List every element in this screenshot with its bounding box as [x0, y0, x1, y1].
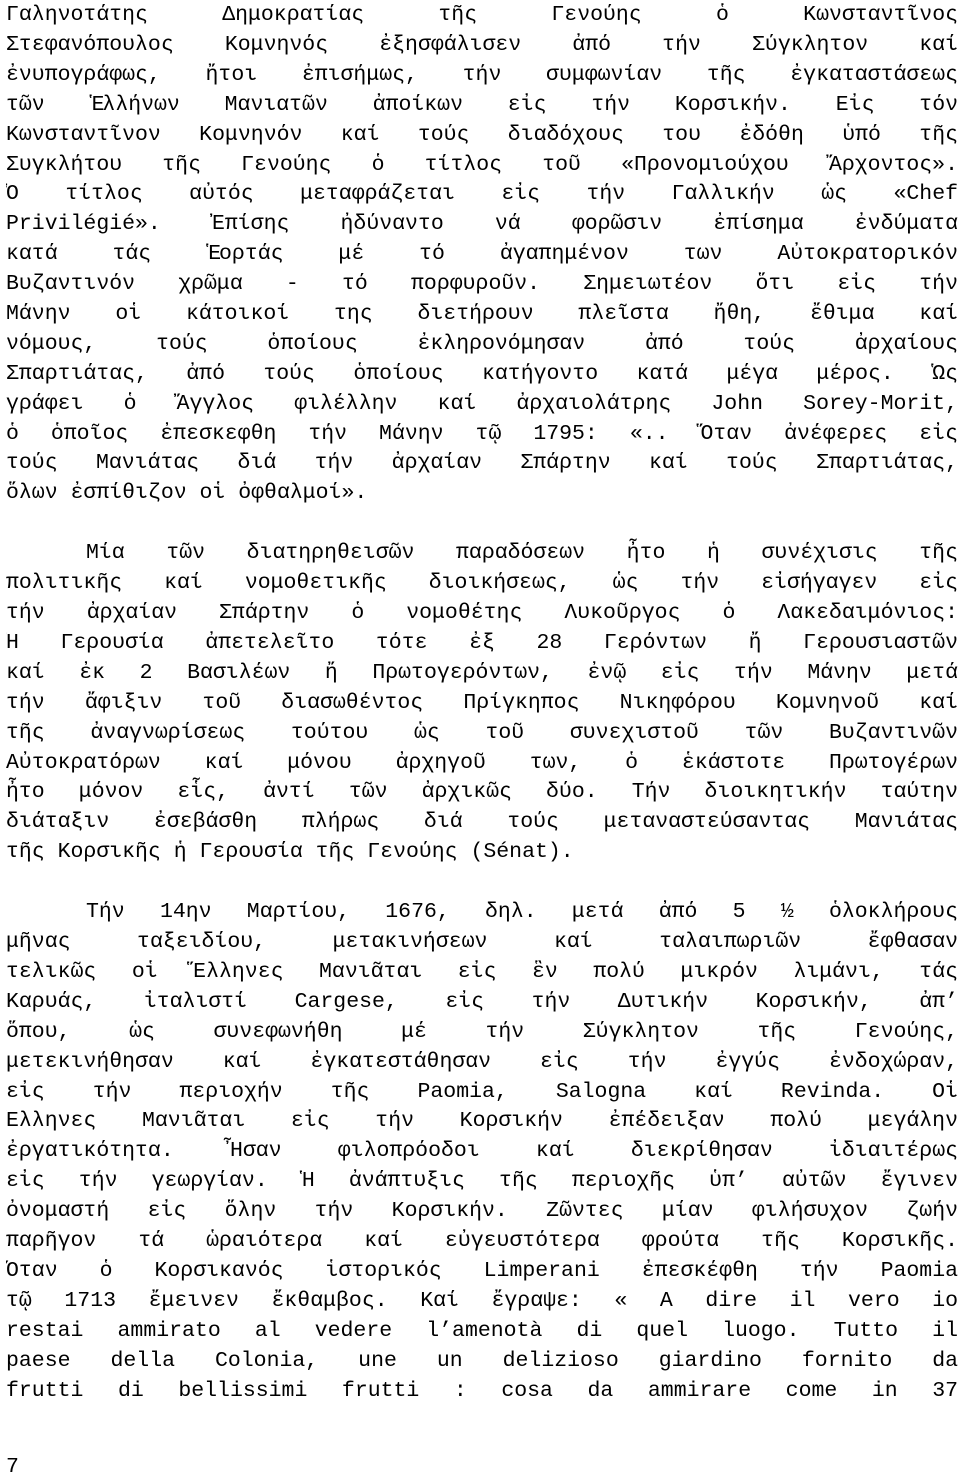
text-line: ὅπου, ὡς συνεφωνήθη μέ τήν Σύγκλητον τῆς Γενούης,	[6, 1020, 958, 1044]
text-line: Καρυάς, ἰταλιστί Cargese, εἰς τήν Δυτικήν Κορσικήν, ἀπ’	[6, 990, 958, 1014]
text-line: Privilégié». Ἐπίσης ἠδύναντο νά φορῶσιν ἐπίσημα ἐνδύματα	[6, 212, 958, 236]
text-line: μετεκινήθησαν καί ἐγκατεστάθησαν εἰς τήν ἐγγύς ἐνδοχώραν,	[6, 1050, 958, 1074]
text-line: γράφει ὁ Ἄγγλος φιλέλλην καί ἀρχαιολάτρης John Sorey-Morit,	[6, 392, 958, 416]
text-line: εἰς τήν γεωργίαν. Ἡ ἀνάπτυξις τῆς περιοχῆς ὑπ’ αὐτῶν ἔγινεν	[6, 1169, 958, 1193]
text-line: ὀνομαστή εἰς ὅλην τήν Κορσικήν. Ζῶντες μίαν φιλήσυχον ζωήν	[6, 1199, 958, 1223]
text-line: frutti di bellissimi frutti : cosa da ammirare come in 37	[6, 1379, 958, 1403]
text-line: μῆνας ταξειδίου, μετακινήσεων καί ταλαιπωριῶν ἔφθασαν	[6, 930, 958, 954]
text-line: Βυζαντινόν χρῶμα - τό πορφυροῦν. Σημειωτέον ὅτι εἰς τήν	[6, 272, 958, 296]
text-line: τελικῶς οἱ Ἕλληνες Μανιᾶται εἰς ἓν πολύ μικρόν λιμάνι, τάς	[6, 960, 958, 984]
text-line: Γαληνοτάτης Δημοκρατίας τῆς Γενούης ὁ Κωνσταντῖνος	[6, 3, 958, 27]
text-line: Ἕλληνες Μανιᾶται εἰς τήν Κορσικήν ἐπέδειξαν πολύ μεγάλην	[6, 1109, 958, 1133]
text-line: Τήν 14ην Μαρτίου, 1676, δηλ. μετά ἀπό 5 ½ ὁλοκλήρους	[86, 900, 958, 924]
text-line: πολιτικῆς καί νομοθετικῆς διοικήσεως, ὡς τήν εἰσήγαγεν εἰς	[6, 571, 958, 595]
text-line: ἐργατικότητα. Ἦσαν φιλοπρόοδοι καί διεκρίθησαν ἰδιαιτέρως	[6, 1139, 958, 1163]
text-line: ἐνυπογράφως, ἤτοι ἐπισήμως, τήν συμφωνίαν τῆς ἐγκαταστάσεως	[6, 63, 958, 87]
text-line: νόμους, τούς ὁποίους ἐκληρονόμησαν ἀπό τούς ἀρχαίους	[6, 332, 958, 356]
text-line: ἦτο μόνον εἷς, ἀντί τῶν ἀρχικῶς δύο. Τήν διοικητικήν ταύτην	[6, 780, 958, 804]
text-line: τούς Μανιάτας διά τήν ἀρχαίαν Σπάρτην καί τούς Σπαρτιάτας,	[6, 451, 958, 475]
text-line: ὁ ὁποῖος ἐπεσκεφθη τήν Μάνην τῷ 1795: «.. Ὅταν ἀνέφερες εἰς	[6, 422, 958, 446]
text-line: διάταξιν ἐσεβάσθη πλήρως διά τούς μεταναστεύσαντας Μανιάτας	[6, 810, 958, 834]
text-line: τῷ 1713 ἔμεινεν ἔκθαμβος. Καί ἔγραψε: « A dire il vero io	[6, 1289, 958, 1313]
text-line: Συγκλήτου τῆς Γενούης ὁ τίτλος τοῦ «Προνομιούχου Ἄρχοντος».	[6, 153, 958, 177]
text-line: Αὐτοκρατόρων καί μόνου ἀρχηγοῦ των, ὁ ἑκάστοτε Πρωτογέρων	[6, 751, 958, 775]
text-line: restai ammirato al vedere l’amenotà di quel luogo. Tutto il	[6, 1319, 958, 1343]
text-line: Ὅταν ὁ Κορσικανός ἱστορικός Limperani ἐπεσκέφθη τήν Paomia	[6, 1259, 958, 1283]
text-line: τῆς Κορσικῆς ἡ Γερουσία τῆς Γενούης (Sénat).	[6, 840, 574, 864]
text-line: παρῆγον τά ὡραιότερα καί εὐγευστότερα φρούτα τῆς Κορσικῆς.	[6, 1229, 958, 1253]
text-line: Ὁ τίτλος αὐτός μεταφράζεται εἰς τήν Γαλλικήν ὡς «Chef	[6, 182, 958, 206]
text-line: καί ἐκ 2 Βασιλέων ἤ Πρωτογερόντων, ἐνῷ εἰς τήν Μάνην μετά	[6, 661, 958, 685]
text-line: Κωνσταντῖνον Κομνηνόν καί τούς διαδόχους του ἐδόθη ὑπό τῆς	[6, 123, 958, 147]
text-line: Στεφανόπουλος Κομνηνός ἐξησφάλισεν ἀπό τήν Σύγκλητον καί	[6, 33, 958, 57]
text-line: Σπαρτιάτας, ἀπό τούς ὁποίους κατήγοντο κατά μέγα μέρος. Ὡς	[6, 362, 958, 386]
text-line: τῶν Ἑλλήνων Μανιατῶν ἀποίκων εἰς τήν Κορσικήν. Εἰς τόν	[6, 93, 958, 117]
text-line: Μία τῶν διατηρηθεισῶν παραδόσεων ἦτο ἡ συνέχισις τῆς	[86, 541, 958, 565]
text-line: ὅλων ἐσπίθιζον οἱ ὀφθαλμοί».	[6, 481, 368, 505]
text-line: paese della Colonia, une un delizioso giardino fornito da	[6, 1349, 958, 1373]
text-line: τήν ἄφιξιν τοῦ διασωθέντος Πρίγκηπος Νικηφόρου Κομνηνοῦ καί	[6, 691, 958, 715]
text-line: τήν ἀρχαίαν Σπάρτην ὁ νομοθέτης Λυκοῦργος ὁ Λακεδαιμόνιος:	[6, 601, 958, 625]
text-line: κατά τάς Ἑορτάς μέ τό ἀγαπημένον των Αὐτοκρατορικόν	[6, 242, 958, 266]
text-line: Μάνην οἱ κάτοικοί της διετήρουν πλεῖστα ἤθη, ἔθιμα καί	[6, 302, 958, 326]
text-line: Ἡ Γερουσία ἀπετελεῖτο τότε ἐξ 28 Γερόντων ἤ Γερουσιαστῶν	[6, 631, 958, 655]
text-line: τῆς ἀναγνωρίσεως τούτου ὡς τοῦ συνεχιστοῦ τῶν Βυζαντινῶν	[6, 721, 958, 745]
text-line: εἰς τήν περιοχήν τῆς Paomia, Salogna καί Revinda. Οἱ	[6, 1080, 958, 1104]
page-number: 7	[6, 1455, 19, 1479]
